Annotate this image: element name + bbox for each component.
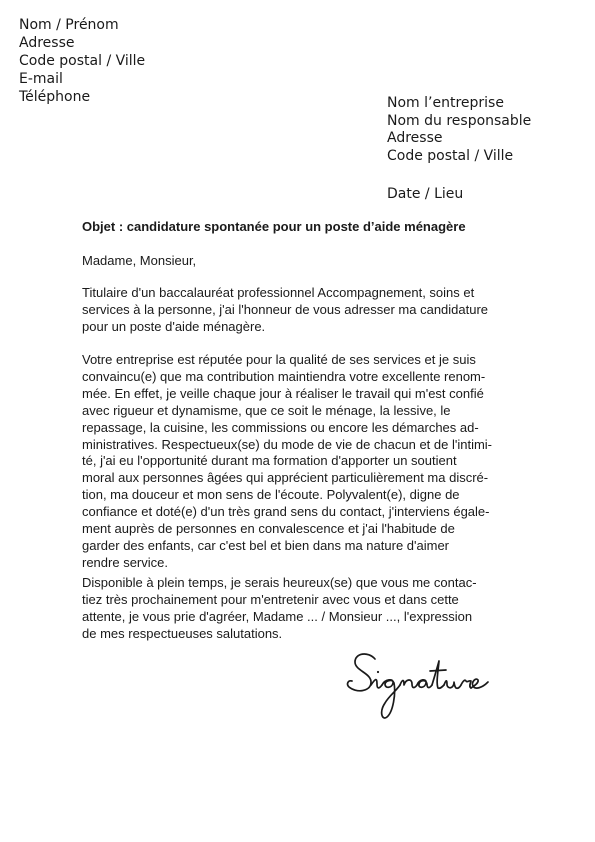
sender-email: E-mail <box>19 71 63 87</box>
paragraph-1 <box>82 285 488 336</box>
paragraph-line: ministratives. Respectueux(se) du mode de vie de chacun et de l'intimi- <box>82 436 493 452</box>
sender-postal-city: Code postal / Ville <box>19 53 146 69</box>
paragraph-line: Votre entreprise est réputée pour la qualité de ses services et je suis <box>82 352 476 367</box>
paragraph-line: Disponible à plein temps, je serais heureux(se) que vous me contac- <box>82 575 477 590</box>
sender-name: Nom / Prénom <box>19 17 119 33</box>
sender-phone: Téléphone <box>19 89 91 105</box>
paragraph-line: pour un poste d'aide ménagère. <box>82 318 266 334</box>
letter-greeting: Madame, Monsieur, <box>82 253 197 268</box>
paragraph-line: avec rigueur et dynamisme, que ce soit le ménage, la lessive, le <box>82 402 451 418</box>
handwritten-signature <box>342 645 492 725</box>
paragraph-line: Titulaire d'un baccalauréat professionnel Accompagnement, soins et <box>82 285 475 300</box>
date-place: Date / Lieu <box>387 186 464 202</box>
sender-address: Adresse <box>19 35 75 51</box>
paragraph-2 <box>82 352 492 572</box>
paragraph-line: attente, je vous prie d'agréer, Madame ... / Monsieur ..., l'expression <box>82 608 473 624</box>
paragraph-line: convaincu(e) que ma contribution maintiendra votre excellente renom- <box>82 368 486 384</box>
paragraph-line: tion, ma douceur et mon sens de l'écoute. Polyvalent(e), digne de <box>82 487 460 503</box>
recipient-block <box>387 95 531 165</box>
recipient-manager: Nom du responsable <box>387 112 532 129</box>
paragraph-line: ment auprès de personnes en convalescence et j'ai l'habitude de <box>82 521 455 537</box>
paragraph-line: rendre service. <box>82 554 168 570</box>
paragraph-line: services à la personne, j'ai l'honneur de vous adresser ma candidature <box>82 301 489 317</box>
paragraph-line: confiance et doté(e) d'un très grand sens du contact, j'interviens égale- <box>82 504 490 520</box>
recipient-company: Nom l’entreprise <box>387 95 504 111</box>
paragraph-line: garder des enfants, car c'est bel et bien dans ma nature d'aimer <box>82 537 450 553</box>
paragraph-line: repassage, la cuisine, les commissions ou encore les démarches ad- <box>82 419 479 435</box>
paragraph-line: té, j'ai eu l'opportunité durant ma formation d'apporter un soutient <box>82 453 457 469</box>
paragraph-line: mée. En effet, je veille chaque jour à réaliser le travail qui m'est confié <box>82 385 484 401</box>
paragraph-line: de mes respectueuses salutations. <box>82 625 283 641</box>
paragraph-line: tiez très prochainement pour m'entretenir avec vous et dans cette <box>82 591 459 607</box>
sender-block <box>19 16 145 106</box>
recipient-postal-city: Code postal / Ville <box>387 147 514 164</box>
paragraph-3 <box>82 575 477 643</box>
recipient-address: Adresse <box>387 130 443 146</box>
letter-subject: Objet : candidature spontanée pour un poste d’aide ménagère <box>82 219 466 234</box>
paragraph-line: moral aux personnes âgées qui apprécient particulièrement ma discré- <box>82 470 489 486</box>
